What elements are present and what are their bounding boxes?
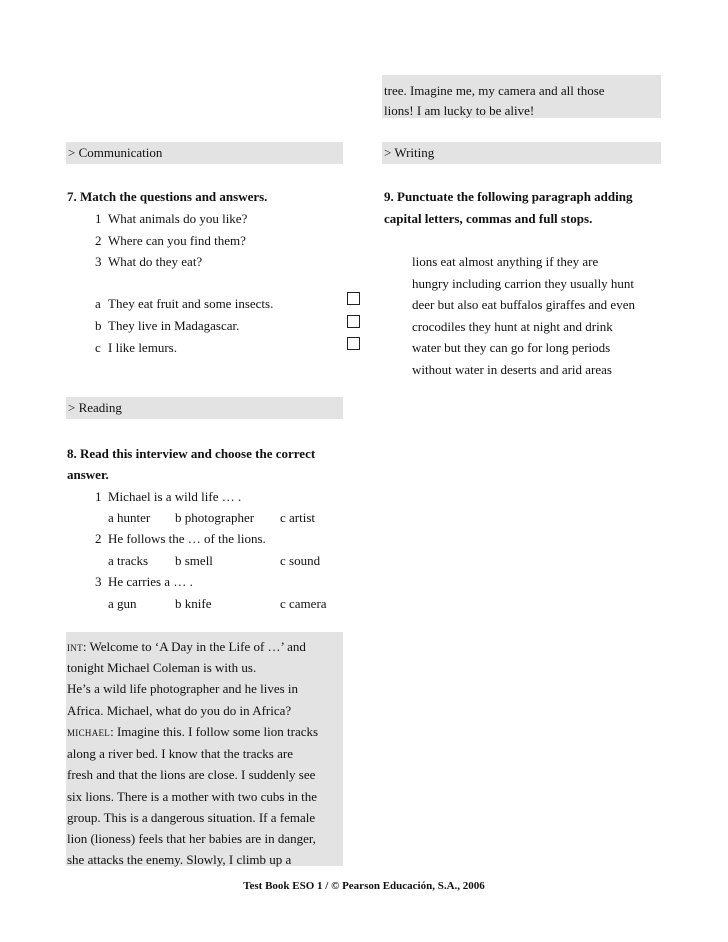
answer-letter: b [95,318,102,333]
interview-continuation-line: lions! I am lucky to be alive! [384,103,535,118]
question-text: Where can you find them? [108,233,246,248]
interview-line: Africa. Michael, what do you do in Africa? [67,703,292,718]
paragraph-line: deer but also eat buffalos giraffes and even [412,297,635,312]
option-c: c camera [280,596,327,611]
answer-text: I like lemurs. [108,340,177,355]
option-a: a hunter [108,510,151,525]
answer-letter: c [95,340,101,355]
interview-line: along a river bed. I know that the tracks are [67,746,293,761]
paragraph-line: hungry including carrion they usually hunt [412,276,635,291]
question-text: What do they eat? [108,254,203,269]
paragraph-line: water but they can go for long periods [412,340,611,355]
item-number: 2 [95,531,102,546]
interview-line: she attacks the enemy. Slowly, I climb up a [67,852,292,867]
item-number: 1 [95,489,102,504]
speaker-int: INT [67,643,83,653]
task-7-title: 7. Match the questions and answers. [67,189,268,204]
option-b: b smell [175,553,213,568]
option-a: a tracks [108,553,149,568]
paragraph-line: crocodiles they hunt at night and drink [412,319,613,334]
writing-header: > Writing [382,142,661,164]
question-number: 1 [95,211,102,226]
question-number: 3 [95,254,102,269]
communication-header: > Communication [66,142,343,164]
answer-checkbox[interactable] [347,337,360,350]
interview-line: group. This is a dangerous situation. If a female [67,810,316,825]
question-text: What animals do you like? [108,211,248,226]
answer-text: They eat fruit and some insects. [108,296,274,311]
answer-checkbox[interactable] [347,292,360,305]
interview-line: tonight Michael Coleman is with us. [67,660,257,675]
interview-line: INT: Welcome to ‘A Day in the Life of …’ and [67,639,306,654]
answer-checkbox[interactable] [347,315,360,328]
item-stem: He follows the … of the lions. [108,531,266,546]
interview-line: fresh and that the lions are close. I suddenly see [67,767,316,782]
option-c: c sound [280,553,321,568]
reading-header: > Reading [66,397,343,419]
option-b: b knife [175,596,212,611]
interview-line: MICHAEL: Imagine this. I follow some lion tracks [67,724,319,739]
answer-text: They live in Madagascar. [108,318,240,333]
item-stem: Michael is a wild life … . [108,489,242,504]
interview-line: six lions. There is a mother with two cubs in the [67,789,317,804]
page-footer: Test Book ESO 1 / © Pearson Educación, S.A., 2006 [243,880,485,892]
interview-line: lion (lioness) feels that her babies are in danger, [67,831,316,846]
option-c: c artist [280,510,316,525]
item-stem: He carries a … . [108,574,193,589]
task-8-title-cont: answer. [67,467,109,482]
question-number: 2 [95,233,102,248]
paragraph-line: lions eat almost anything if they are [412,254,599,269]
paragraph-line: without water in deserts and arid areas [412,362,612,377]
answer-letter: a [95,296,101,311]
speaker-michael: MICHAEL [67,728,111,738]
interview-line: He’s a wild life photographer and he lives in [67,681,299,696]
task-9-title-cont: capital letters, commas and full stops. [384,211,593,226]
item-number: 3 [95,574,102,589]
task-8-title: 8. Read this interview and choose the correct [67,446,316,461]
task-9-title: 9. Punctuate the following paragraph adding [384,189,633,204]
option-a: a gun [108,596,137,611]
interview-continuation-line: tree. Imagine me, my camera and all those [384,83,605,98]
option-b: b photographer [175,510,255,525]
